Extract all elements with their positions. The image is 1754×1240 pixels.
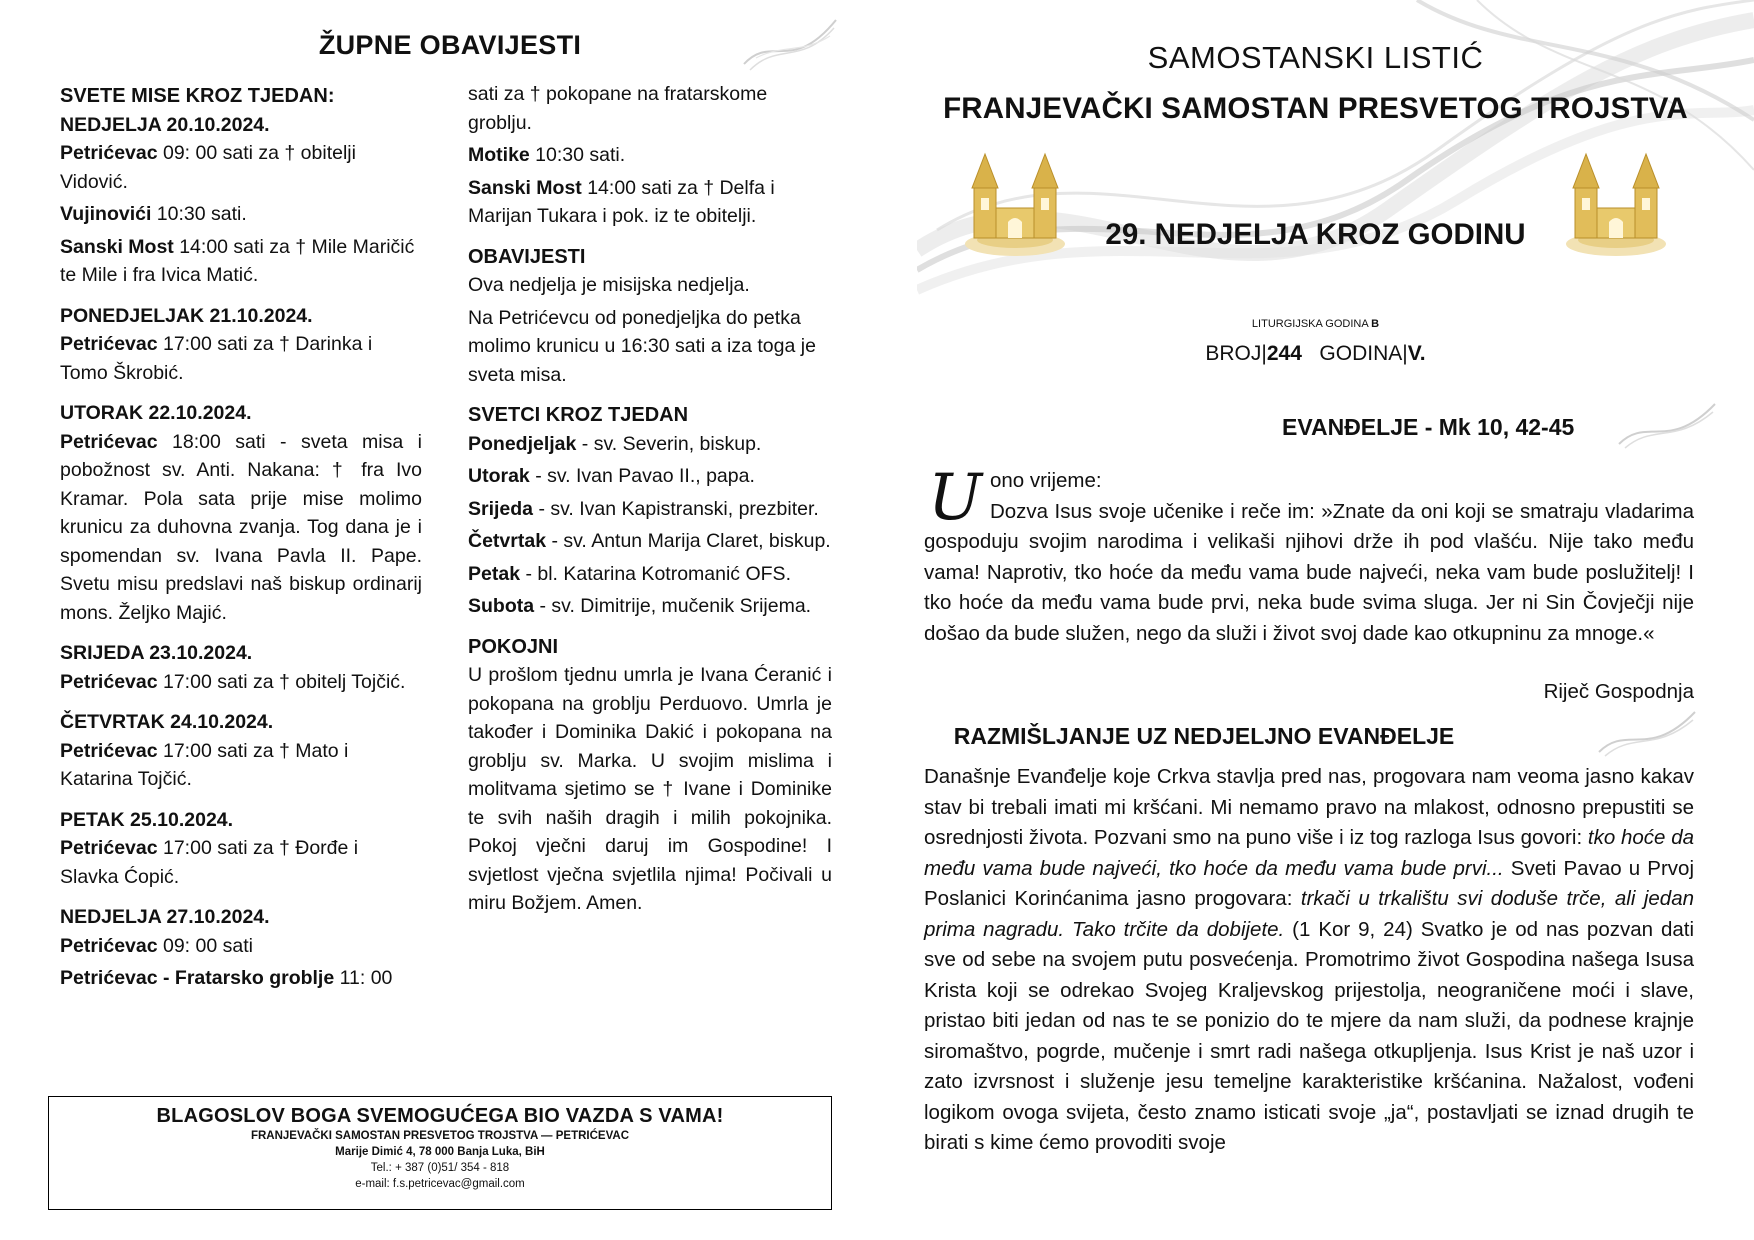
mass-entry: Sanski Most 14:00 sati za † Delfa i Marijan Tukara i pok. iz te obitelji. [468,176,775,227]
day-block [60,708,422,794]
blessing-title: BLAGOSLOV BOGA SVEMOGUĆEGA BIO VAZDA S VAMA! [156,1105,724,1127]
mass-entry: Motike 10:30 sati. [468,144,626,166]
day-date: SRIJEDA 23.10.2024. [60,642,253,664]
day-date: PETAK 25.10.2024. [60,808,234,831]
saint-item: Utorak - sv. Ivan Pavao II., papa. [468,465,755,487]
mass-entry: Vujinovići 10:30 sati. [60,203,247,225]
saint-item: Ponedjeljak - sv. Severin, biskup. [468,432,762,455]
newsletter-kicker: SAMOSTANSKI LISTIĆ [1147,40,1484,75]
reflection-text: Današnje Evanđelje koje Crkva stavlja pred nas, progovara nam veoma jasno kakav stav bi trebali imati mi kršćani. Mi nemamo pravo na mlakost, odnosno prepustiti se osrednjosti života. Pozvani smo na puno više i iz tog razloga Isus govori: tko hoće da među vama bude najveći, tko hoće da među vama bude prvi... Sveti Pavao u Prvoj Poslanici Korinćanima jasno progovara: trkači u trkalištu svi doduše trče, ali jedan prima nagradu. Tako trčite da dobijete. (1 Kor 9, 24) Svatko je od nas pozvan dati sve od sebe na svojem putu posvećenja. Promotrimo život Gospodina našega Isusa Krista koji se odrekao Svojeg Kraljevskog prijestolja, neograničene moći i slave, pristao biti jedan od nas te se ponizio do te mjere da nam služi, da podnese krajnje siromaštvo, pogrde, mučenje i smrt radi našega otkupljenja. Isus Krist je naš uzor i zato izvrsnost i služenje jesu temeljne karakteristike kršćanina. Nažalost, vođeni logikom ovoga svijeta, često znamo isticati svoje „ja“, postavljati se iznad drugih te birati s kime ćemo provoditi svoje [924,765,1695,1154]
address: Marije Dimić 4, 78 000 Banja Luka, BiH [335,1146,545,1158]
right-page [877,0,1754,1240]
saint-item: Petak - bl. Katarina Kotromanić OFS. [468,562,791,585]
day-date: ČETVRTAK 24.10.2024. [60,711,274,733]
page-title: ŽUPNE OBAVIJESTI [318,30,582,60]
notice-text: Ova nedjelja je misijska nedjelja. [468,274,750,296]
phone: Tel.: + 387 (0)51/ 354 - 818 [370,1162,510,1174]
gospel-heading: EVANĐELJE - Mk 10, 42-45 [1282,414,1575,440]
day-date: PONEDJELJAK 21.10.2024. [60,304,313,327]
day-block [60,399,422,627]
saints-heading: SVETCI KROZ TJEDAN [468,404,689,426]
monastery-name: FRANJEVAČKI SAMOSTAN PRESVETOG TROJSTVA [943,92,1688,125]
blessing-box [48,1096,832,1210]
notices-column [468,80,832,922]
liturgical-year: LITURGIJSKA GODINA B [1251,318,1380,330]
mass-entry: Petrićevac 18:00 sati - sveta misa i pobožnost sv. Anti. Nakana: † fra Ivo Kramar. Pola sata prije mise molimo krunicu za duhovna zvanja. Tog dana je i spomendan sv. Ivana Pavla II. Pape. Svetu misu predslavi naš biskup ordinarij mons. Željko Majić. [60,430,422,624]
deceased-text: U prošlom tjednu umrla je Ivana Ćeranić i pokopana na groblju Perduovo. Umrla je također i Dominika Dakić i pokopana na groblju sv. Marka. U svojim mislima i molitvama sjetimo se † Ivane i Dominike te svih naših dragih i milih pokojnika. Pokoj vječni daruj im Gospodine! I svjetlost vječna svjetlila njima! Počivali u miru Božjem. Amen. [468,664,832,914]
deceased-heading: POKOJNI [468,635,559,658]
day-block [60,903,422,993]
saints-section [468,401,832,621]
saint-item: Srijeda - sv. Ivan Kapistranski, prezbiter. [468,497,819,520]
mass-schedule-column [60,82,422,997]
reflection-heading: RAZMIŠLJANJE UZ NEDJELJNO EVANĐELJE [953,723,1455,749]
day-block [60,806,422,892]
gospel-text-block [924,461,1694,649]
notice-text: Na Petrićevcu od ponedjeljka do petka molimo krunicu u 16:30 sati a iza toga je sveta misa. [468,306,816,386]
mass-entry: Petrićevac 17:00 sati za † Darinka i Tomo Škrobić. [60,333,373,384]
day-block [60,111,422,290]
gospel-reference: Riječ Gospodnja [1543,680,1694,703]
saint-item: Subota - sv. Dimitrije, mučenik Srijema. [468,595,812,617]
gospel-first-line: ono vrijeme: [989,469,1102,492]
issue-info: BROJ|244 GODINA|V. [1205,342,1426,365]
mass-entry-continuation: sati za † pokopane na fratarskome groblju. [468,83,768,134]
gospel-text: Dozva Isus svoje učenike i reče im: »Znate da oni koji se smatraju vladarima gospoduju svojim narodima i velikaši njihovi drže ih pod vlašću. Nije tako među vama! Naprotiv, tko hoće da među vama bude najveći, neka vam bude poslužitelj! I tko hoće da među vama bude prvi, neka bude svima sluga. Jer ni Sin Čovječji nije došao da bude služen, nego da služi i život svoj dade kao otkupninu za mnoge.« [924,499,1694,645]
mass-entry: Petrićevac 17:00 sati za † Mato i Katarina Tojčić. [60,739,349,790]
masses-heading: SVETE MISE KROZ TJEDAN: [60,85,335,107]
day-date: NEDJELJA 20.10.2024. [60,113,270,136]
notices-section [468,243,832,390]
mass-entry: Petrićevac 17:00 sati za † Đorđe i Slavka Ćopić. [60,837,359,888]
mass-entry: Petrićevac 17:00 sati za † obitelj Tojčić. [60,670,406,693]
email: e-mail: f.s.petricevac@gmail.com [355,1178,525,1190]
saint-item: Četvrtak - sv. Antun Marija Claret, biskup. [468,530,831,552]
smoke-swirl-icon [1597,706,1697,760]
mass-entry: Sanski Most 14:00 sati za † Mile Maričić te Mile i fra Ivica Matić. [60,235,415,286]
day-date: NEDJELJA 27.10.2024. [60,906,270,928]
day-block [60,302,422,388]
organization-name: FRANJEVAČKI SAMOSTAN PRESVETOG TROJSTVA — PETRIĆEVAC [250,1130,630,1142]
day-date: UTORAK 22.10.2024. [60,402,252,424]
mass-entry: Petrićevac - Fratarsko groblje 11: 00 [60,967,393,989]
day-block [60,639,422,696]
deceased-section [468,633,832,918]
sunday-title: 29. NEDJELJA KROZ GODINU [1105,218,1526,251]
notices-heading: OBAVIJESTI [468,245,586,268]
mass-entry: Petrićevac 09: 00 sati [60,934,253,957]
mass-entry: Petrićevac 09: 00 sati za † obitelji Vidović. [60,142,356,193]
drop-cap: U [928,461,982,535]
